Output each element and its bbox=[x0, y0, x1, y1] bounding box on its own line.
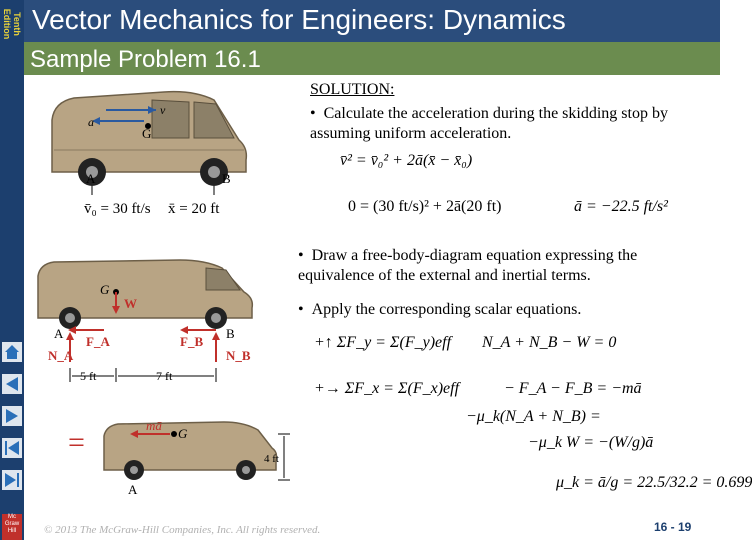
title-bar bbox=[24, 0, 720, 42]
triangle-left-icon[interactable] bbox=[2, 374, 22, 394]
fig3-label-A: A bbox=[128, 482, 138, 497]
copyright-footer: © 2013 The McGraw-Hill Companies, Inc. All rights reserved. bbox=[44, 524, 321, 536]
eq-mu-result: μ_k = ā/g = 22.5/32.2 = 0.699 bbox=[556, 474, 752, 491]
eq-sumFy-result: N_A + N_B − W = 0 bbox=[482, 334, 617, 351]
left-sidebar bbox=[0, 0, 24, 540]
fig2-label-W: W bbox=[124, 296, 137, 311]
edition-label bbox=[0, 0, 24, 46]
triangle-right-icon[interactable] bbox=[2, 406, 22, 426]
eq-sumFx-r2: −μ_k(N_A + N_B) = bbox=[466, 408, 601, 425]
fig1-label-a: a bbox=[88, 115, 94, 129]
solution-heading: SOLUTION: bbox=[310, 81, 395, 98]
fig2-dim-5ft: 5 ft bbox=[80, 369, 97, 383]
subtitle-bar bbox=[24, 42, 720, 75]
eq-sumFx-r1: − F_A − F_B = −mā bbox=[504, 380, 642, 397]
fig2-label-FA: F_A bbox=[86, 334, 110, 349]
figure-van-skidding bbox=[44, 80, 254, 235]
fig2-label-FB: F_B bbox=[180, 334, 204, 349]
bullet-1-text: Calculate the acceleration during the skidding stop by assuming uniform acceleration. bbox=[310, 105, 668, 142]
eq-substituted: 0 = (30 ft/s)² + 2ā(20 ft) bbox=[348, 198, 502, 215]
fig1-label-B: B bbox=[222, 171, 231, 186]
edition-text: Tenth Edition bbox=[2, 8, 22, 40]
page-title: Vector Mechanics for Engineers: Dynamics bbox=[32, 4, 566, 35]
eq-sumFy: +↑ ΣF_y = Σ(F_y)eff bbox=[314, 334, 452, 351]
fig1-label-G: G bbox=[142, 126, 152, 141]
figure-van-fbd bbox=[30, 256, 270, 386]
bullet-1: • Calculate the acceleration during the skidding stop by assuming uniform acceleration. bbox=[310, 105, 668, 142]
eq-kinematic: v̄² = v̄₀² + 2ā(x̄ − x̄₀) bbox=[340, 152, 473, 169]
page-number: 16 - 19 bbox=[654, 520, 692, 534]
eq-accel-result: ā = −22.5 ft/s² bbox=[574, 198, 668, 215]
skip-back-icon[interactable] bbox=[2, 438, 22, 458]
fig2-dim-7ft: 7 ft bbox=[156, 369, 173, 383]
equals-sign: = bbox=[68, 426, 85, 459]
bullet-2: • Draw a free-body-diagram equation expressing the equivalence of the external and inertial terms. bbox=[298, 247, 638, 284]
given-v0: v̄₀ = 30 ft/s bbox=[84, 201, 151, 217]
given-x: x̄ = 20 ft bbox=[168, 201, 220, 217]
bullet-3: • Apply the corresponding scalar equations. bbox=[298, 301, 582, 318]
figure-van-inertial bbox=[64, 400, 294, 500]
bullet-2-text: Draw a free-body-diagram equation expressing the equivalence of the external and inertial terms. bbox=[298, 247, 638, 284]
fig2-label-B: B bbox=[226, 326, 235, 341]
bullet-3-text: Apply the corresponding scalar equations. bbox=[311, 301, 582, 318]
logo-text: Mc Graw Hill bbox=[4, 514, 20, 534]
fig1-label-v: v bbox=[160, 103, 166, 117]
eq-sumFx-r3: −μ_k W = −(W/g)ā bbox=[528, 434, 654, 451]
publisher-logo bbox=[2, 514, 22, 540]
fig3-dim-4ft: 4 ft bbox=[264, 453, 279, 465]
home-icon[interactable] bbox=[2, 342, 22, 362]
slide-subtitle: Sample Problem 16.1 bbox=[30, 46, 261, 73]
skip-forward-icon[interactable] bbox=[2, 470, 22, 490]
fig2-label-A: A bbox=[54, 326, 64, 341]
fig2-label-G: G bbox=[100, 282, 110, 297]
eq-sumFx: +→ ΣF_x = Σ(F_x)eff bbox=[314, 380, 460, 397]
fig2-label-NB: N_B bbox=[226, 348, 251, 363]
fig2-label-NA: N_A bbox=[48, 348, 74, 363]
fig1-label-A: A bbox=[86, 171, 96, 186]
fig3-label-G: G bbox=[178, 426, 188, 441]
fig3-label-ma: mā bbox=[146, 418, 162, 433]
